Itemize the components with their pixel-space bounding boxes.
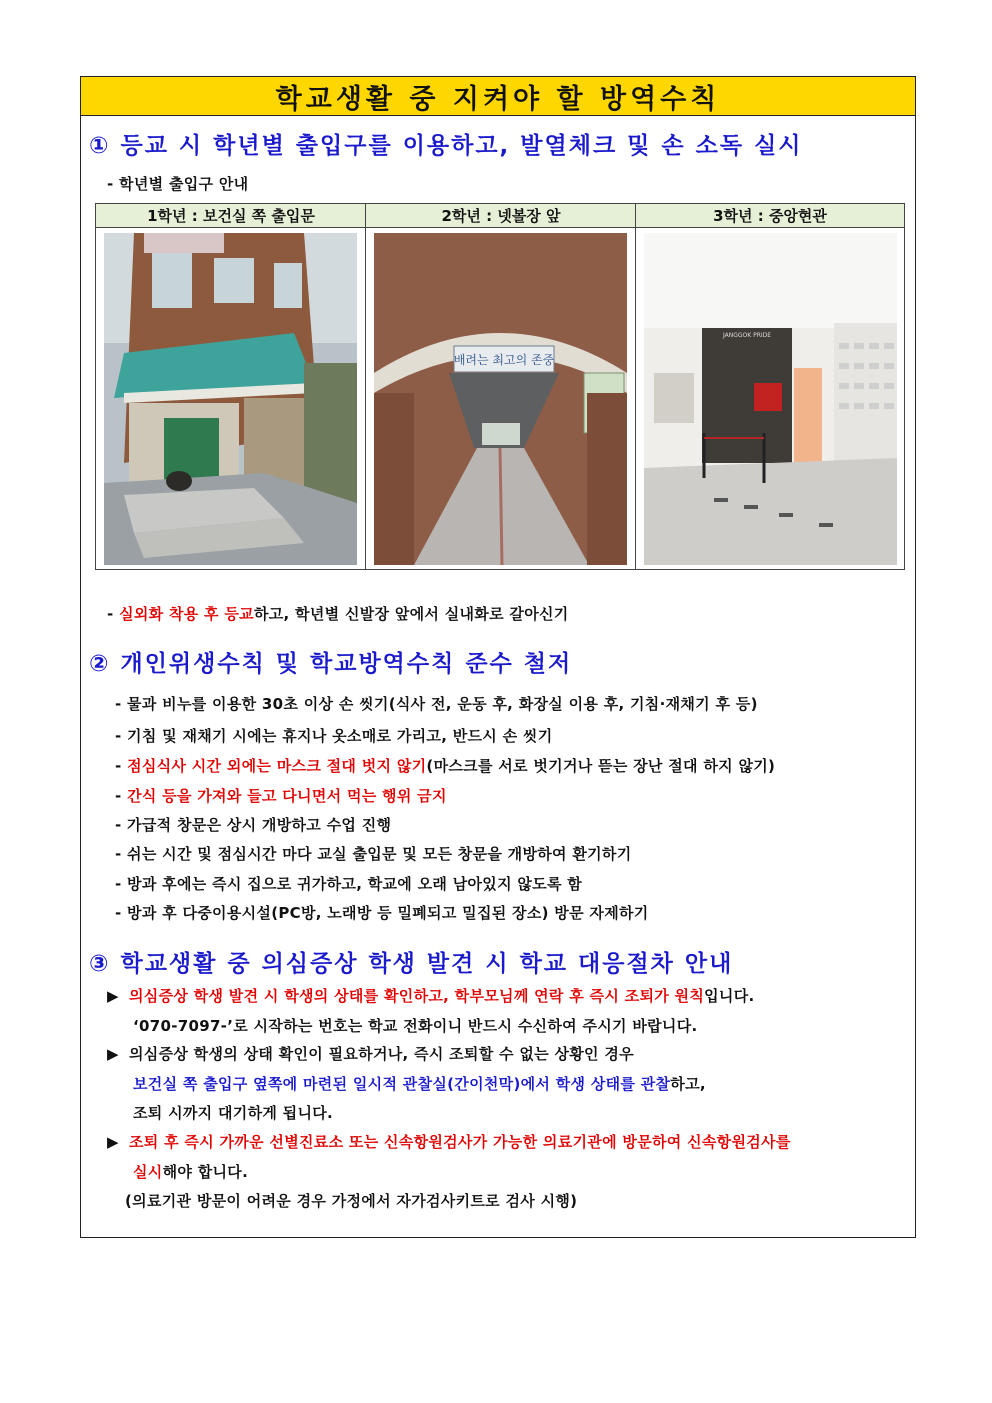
hygiene-item-2: - 기침 및 재채기 시에는 휴지나 옷소매로 가리고, 반드시 손 씻기 [115, 727, 553, 745]
bullet-arrow-icon: ▶ [107, 1133, 119, 1151]
tunnel-sign-text: 배려는 최고의 존중 [453, 353, 555, 367]
entrance-label-1: 1학년 : 보건실 쪽 출입문 [96, 204, 366, 228]
procedure-item-3: ▶ 조퇴 후 즉시 가까운 선별진료소 또는 신속항원검사가 가능한 의료기관에 방문하여 신속항원검사를 [107, 1133, 791, 1151]
observation-room-note: 보건실 쪽 출입구 옆쪽에 마련된 일시적 관찰실(간이천막)에서 학생 상태를 관찰하고, [133, 1075, 706, 1093]
page-title: 학교생활 중 지켜야 할 방역수칙 [275, 83, 721, 115]
bullet-arrow-icon: ▶ [107, 987, 119, 1005]
hygiene-item-3: - 점심식사 시간 외에는 마스크 절대 벗지 않기(마스크를 서로 벗기거나 뜯는 장난 절대 하지 않기) [115, 757, 776, 775]
entrance-label-2: 2학년 : 넷볼장 앞 [366, 204, 636, 228]
hygiene-item-5: - 가급적 창문은 상시 개방하고 수업 진행 [115, 816, 392, 834]
photo-grade1-entrance [104, 233, 357, 565]
section1-subheading: - 학년별 출입구 안내 [107, 175, 249, 193]
entrance-photo-table [95, 203, 905, 570]
column-divider [635, 204, 636, 569]
hygiene-item-8: - 방과 후 다중이용시설(PC방, 노래방 등 밀폐되고 밀집된 장소) 방문 자제하기 [115, 904, 649, 922]
rapid-test-note: 실시해야 합니다. [133, 1163, 249, 1181]
self-test-note: (의료기관 방문이 어려운 경우 가정에서 자가검사키트로 검사 시행) [125, 1192, 578, 1210]
column-divider [365, 204, 366, 569]
hygiene-item-6: - 쉬는 시간 및 점심시간 마다 교실 출입문 및 모든 창문을 개방하여 환기하기 [115, 845, 632, 863]
section3-heading: ③ 학교생활 중 의심증상 학생 발견 시 학교 대응절차 안내 [89, 951, 734, 977]
photo-grade2-entrance [374, 233, 627, 565]
shoe-note: - 실외화 착용 후 등교하고, 학년별 신발장 앞에서 실내화로 갈아신기 [107, 605, 569, 623]
notice-frame [80, 76, 916, 1238]
school-phone-note: ‘070-7097-’로 시작하는 번호는 학교 전화이니 반드시 수신하여 주시기 바랍니다. [133, 1017, 698, 1035]
bullet-arrow-icon: ▶ [107, 1045, 119, 1063]
procedure-item-2: ▶ 의심증상 학생의 상태 확인이 필요하거나, 즉시 조퇴할 수 없는 상황인 경우 [107, 1045, 634, 1063]
photo-grade3-entrance [644, 233, 897, 565]
entrance-label-3: 3학년 : 중앙현관 [636, 204, 904, 228]
section1-heading: ① 등교 시 학년별 출입구를 이용하고, 발열체크 및 손 소독 실시 [89, 133, 803, 159]
hygiene-item-4: - 간식 등을 가져와 들고 다니면서 먹는 행위 금지 [115, 787, 447, 805]
procedure-item-1: ▶ 의심증상 학생 발견 시 학생의 상태를 확인하고, 학부모님께 연락 후 즉시 조퇴가 원칙입니다. [107, 987, 755, 1005]
hygiene-item-1: - 물과 비누를 이용한 30초 이상 손 씻기(식사 전, 운동 후, 화장실 이용 후, 기침·재채기 후 등) [115, 695, 758, 713]
lobby-sign-text: JANGGOK PRIDE [722, 332, 772, 339]
hygiene-item-7: - 방과 후에는 즉시 집으로 귀가하고, 학교에 오래 남아있지 않도록 함 [115, 875, 583, 893]
wait-note: 조퇴 시까지 대기하게 됩니다. [133, 1104, 334, 1122]
title-bar [81, 77, 915, 116]
section2-heading: ② 개인위생수칙 및 학교방역수칙 준수 철저 [89, 651, 573, 677]
